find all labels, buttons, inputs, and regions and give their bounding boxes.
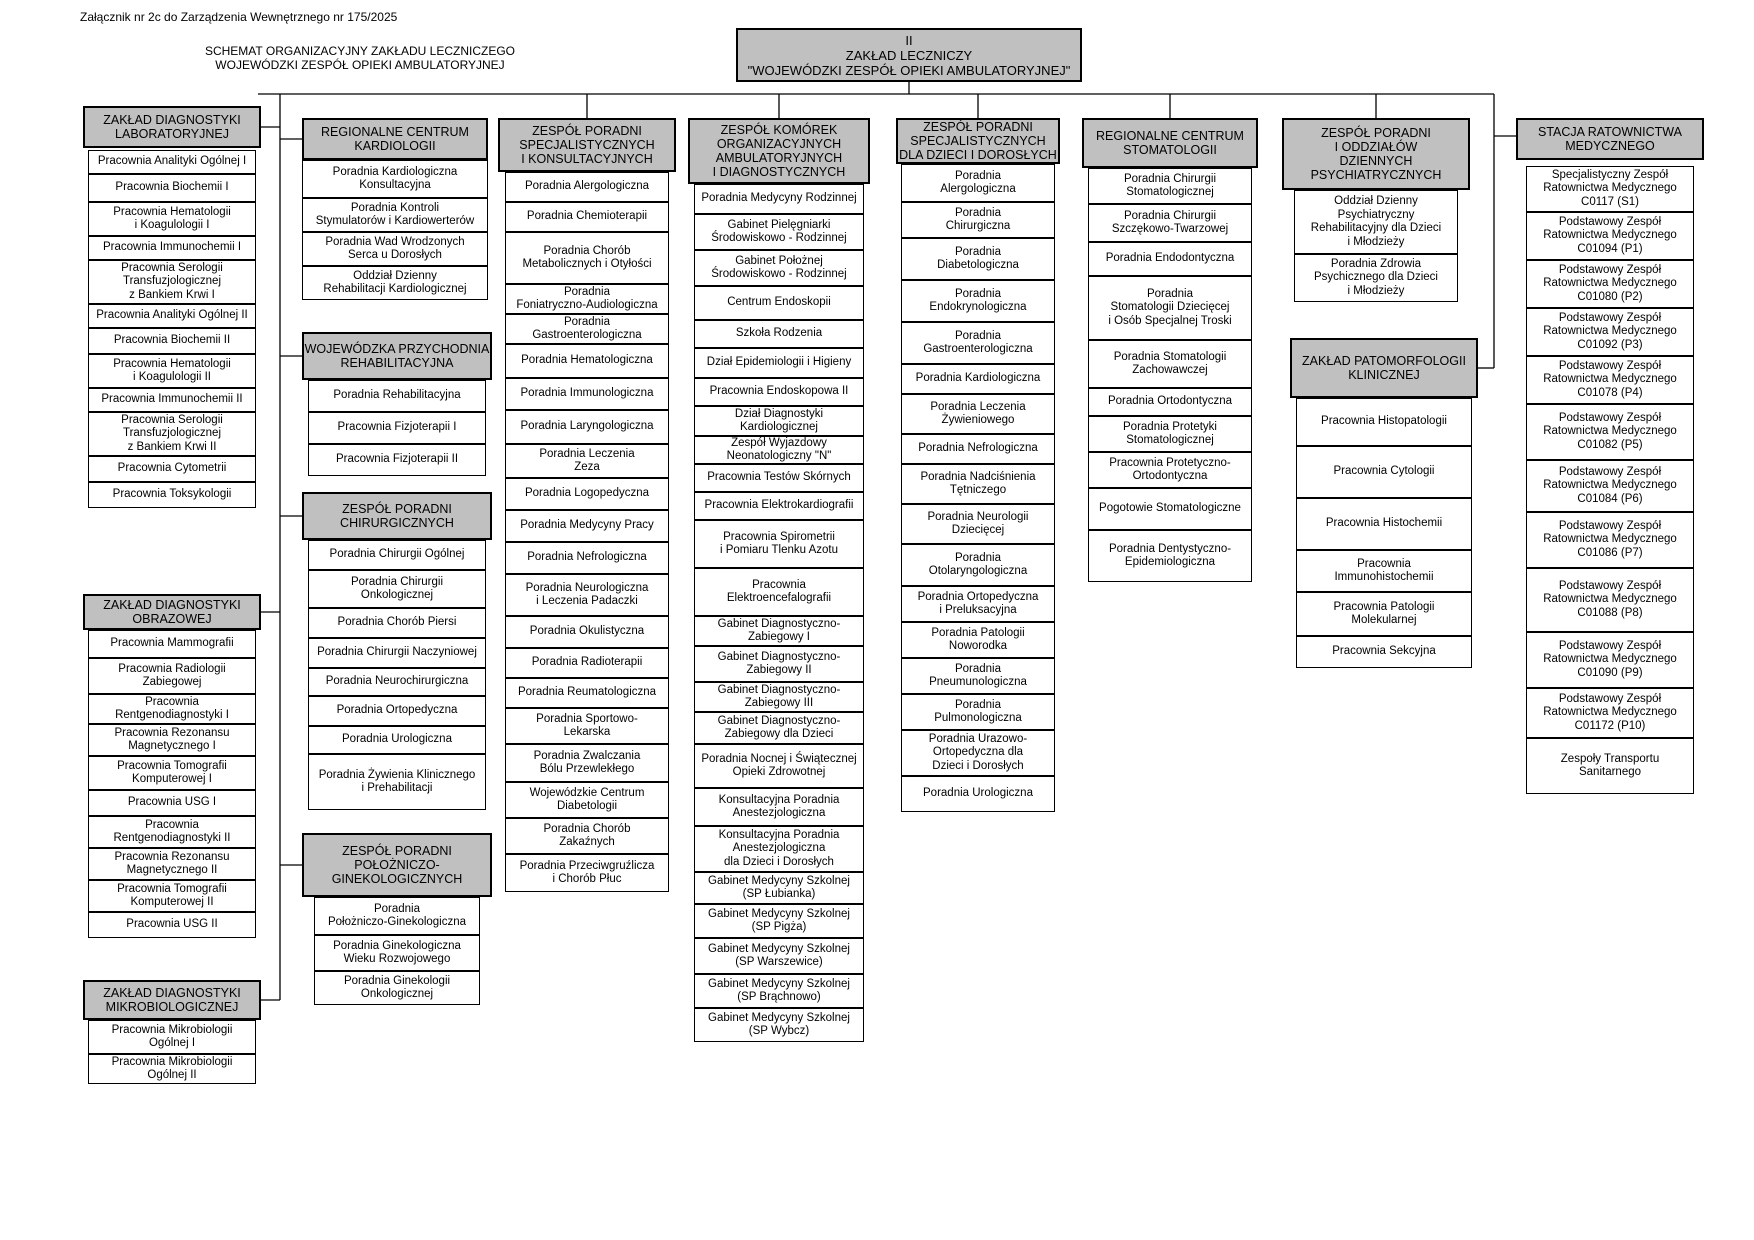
unit-item: Gabinet Medycyny Szkolnej (SP Brąchnowo) (694, 974, 864, 1008)
unit-header-1-0: REGIONALNE CENTRUM KARDIOLOGII (302, 118, 488, 160)
unit-item: Poradnia Chemioterapii (505, 202, 669, 232)
unit-item: Pracownia Elektroencefalografii (694, 568, 864, 616)
unit-item: Poradnia Nefrologiczna (901, 434, 1055, 464)
unit-item: Podstawowy Zespół Ratownictwa Medycznego C01090 (P9) (1526, 632, 1694, 688)
unit-item: Poradnia Laryngologiczna (505, 410, 669, 444)
unit-item: Poradnia Reumatologiczna (505, 678, 669, 708)
unit-item: Pracownia Biochemii II (88, 328, 256, 354)
unit-item: Poradnia Foniatryczno-Audiologiczna (505, 284, 669, 314)
unit-item: Poradnia Zwalczania Bólu Przewlekłego (505, 744, 669, 782)
unit-item: Pracownia Mikrobiologii Ogólnej I (88, 1020, 256, 1054)
unit-item: Poradnia Chirurgiczna (901, 202, 1055, 238)
unit-item: Pracownia USG II (88, 912, 256, 938)
unit-item: Poradnia Hematologiczna (505, 344, 669, 378)
unit-item: Oddział Dzienny Rehabilitacji Kardiologicznej (302, 266, 488, 300)
unit-item: Pracownia Mikrobiologii Ogólnej II (88, 1054, 256, 1084)
unit-item: Pracownia Serologii Transfuzjologicznej z Bankiem Krwi I (88, 260, 256, 304)
unit-item: Pracownia Sekcyjna (1296, 636, 1472, 668)
unit-item: Pracownia Analityki Ogólnej I (88, 150, 256, 174)
unit-item: Gabinet Położnej Środowiskowo - Rodzinnej (694, 250, 864, 286)
unit-item: Pracownia Cytologii (1296, 446, 1472, 498)
annex-label: Załącznik nr 2c do Zarządzenia Wewnętrznego nr 175/2025 (80, 10, 398, 24)
unit-item: Poradnia Neurochirurgiczna (308, 668, 486, 696)
unit-item: Pracownia Toksykologii (88, 482, 256, 508)
unit-item: Pracownia Elektrokardiografii (694, 492, 864, 520)
unit-item: Podstawowy Zespół Ratownictwa Medycznego C01088 (P8) (1526, 568, 1694, 632)
unit-item: Poradnia Nocnej i Świątecznej Opieki Zdrowotnej (694, 744, 864, 788)
unit-item: Specjalistyczny Zespół Ratownictwa Medycznego C0117 (S1) (1526, 166, 1694, 212)
unit-item: Poradnia Nefrologiczna (505, 542, 669, 574)
unit-item: Poradnia Kardiologiczna (901, 364, 1055, 394)
unit-item: Poradnia Endodontyczna (1088, 242, 1252, 276)
unit-item: Poradnia Gastroenterologiczna (505, 314, 669, 344)
unit-item: Poradnia Alergologiczna (505, 172, 669, 202)
unit-item: Poradnia Endokrynologiczna (901, 280, 1055, 322)
unit-item: Poradnia Położniczo-Ginekologiczna (314, 897, 480, 935)
unit-item: Poradnia Alergologiczna (901, 164, 1055, 202)
unit-item: Podstawowy Zespół Ratownictwa Medycznego C01094 (P1) (1526, 212, 1694, 260)
unit-item: Poradnia Wad Wrodzonych Serca u Dorosłych (302, 232, 488, 266)
unit-item: Poradnia Ortopedyczna i Preluksacyjna (901, 586, 1055, 622)
unit-item: Gabinet Medycyny Szkolnej (SP Pigża) (694, 904, 864, 938)
unit-item: Oddział Dzienny Psychiatryczny Rehabilitacyjny dla Dzieci i Młodzieży (1294, 190, 1458, 254)
unit-item: Poradnia Gastroenterologiczna (901, 322, 1055, 364)
unit-header-1-1: WOJEWÓDZKA PRZYCHODNIA REHABILITACYJNA (302, 332, 492, 380)
unit-item: Pogotowie Stomatologiczne (1088, 488, 1252, 530)
unit-item: Poradnia Ortodontyczna (1088, 388, 1252, 416)
root-unit: II ZAKŁAD LECZNICZY "WOJEWÓDZKI ZESPÓŁ OPIEKI AMBULATORYJNEJ" (736, 28, 1082, 82)
unit-item: Podstawowy Zespół Ratownictwa Medycznego C01080 (P2) (1526, 260, 1694, 308)
unit-item: Pracownia Rentgenodiagnostyki I (88, 694, 256, 724)
unit-item: Pracownia Tomografii Komputerowej I (88, 756, 256, 790)
unit-item: Poradnia Leczenia Zeza (505, 444, 669, 478)
unit-item: Pracownia Tomografii Komputerowej II (88, 880, 256, 912)
unit-item: Poradnia Sportowo- Lekarska (505, 708, 669, 744)
unit-item: Gabinet Diagnostyczno- Zabiegowy III (694, 682, 864, 712)
unit-header-0-0: ZAKŁAD DIAGNOSTYKI LABORATORYJNEJ (83, 106, 261, 148)
unit-item: Gabinet Pielęgniarki Środowiskowo - Rodzinnej (694, 214, 864, 250)
unit-item: Poradnia Urologiczna (308, 726, 486, 754)
unit-item: Pracownia Testów Skórnych (694, 464, 864, 492)
unit-item: Podstawowy Zespół Ratownictwa Medycznego C01084 (P6) (1526, 460, 1694, 512)
unit-item: Pracownia Fizjoterapii II (308, 444, 486, 476)
unit-item: Konsultacyjna Poradnia Anestezjologiczna (694, 788, 864, 826)
unit-item: Poradnia Ginekologiczna Wieku Rozwojowego (314, 935, 480, 971)
unit-item: Poradnia Urazowo- Ortopedyczna dla Dzieci i Dorosłych (901, 730, 1055, 776)
unit-item: Podstawowy Zespół Ratownictwa Medycznego C01086 (P7) (1526, 512, 1694, 568)
unit-header-7-0: STACJA RATOWNICTWA MEDYCZNEGO (1516, 118, 1704, 160)
unit-item: Pracownia Hematologii i Koagulologii I (88, 202, 256, 236)
unit-item: Pracownia Analityki Ogólnej II (88, 304, 256, 328)
unit-item: Pracownia Endoskopowa II (694, 378, 864, 406)
unit-item: Poradnia Leczenia Żywieniowego (901, 394, 1055, 434)
unit-item: Poradnia Dentystyczno- Epidemiologiczna (1088, 530, 1252, 582)
unit-item: Poradnia Ortopedyczna (308, 696, 486, 726)
unit-item: Poradnia Chirurgii Stomatologicznej (1088, 168, 1252, 204)
unit-item: Pracownia Radiologii Zabiegowej (88, 658, 256, 694)
unit-item: Poradnia Medycyny Pracy (505, 510, 669, 542)
unit-item: Poradnia Radioterapii (505, 648, 669, 678)
unit-header-0-2: ZAKŁAD DIAGNOSTYKI MIKROBIOLOGICZNEJ (83, 980, 261, 1020)
unit-item: Pracownia Immunochemii II (88, 388, 256, 412)
unit-header-6-0: ZESPÓŁ PORADNI I ODDZIAŁÓW DZIENNYCH PSYCHIATRYCZNYCH (1282, 118, 1470, 190)
unit-item: Poradnia Chorób Metabolicznych i Otyłości (505, 232, 669, 284)
unit-item: Poradnia Nadciśnienia Tętniczego (901, 464, 1055, 504)
unit-item: Pracownia Histochemii (1296, 498, 1472, 550)
unit-item: Podstawowy Zespół Ratownictwa Medycznego C01172 (P10) (1526, 688, 1694, 738)
unit-item: Pracownia Rezonansu Magnetycznego II (88, 848, 256, 880)
unit-item: Pracownia Spirometrii i Pomiaru Tlenku Azotu (694, 520, 864, 568)
unit-item: Poradnia Pneumunologiczna (901, 658, 1055, 694)
unit-item: Pracownia Immunochemii I (88, 236, 256, 260)
unit-item: Pracownia Rentgenodiagnostyki II (88, 816, 256, 848)
document-title: SCHEMAT ORGANIZACYJNY ZAKŁADU LECZNICZEGO WOJEWÓDZKI ZESPÓŁ OPIEKI AMBULATORYJNEJ (204, 44, 516, 72)
unit-item: Poradnia Chirurgii Naczyniowej (308, 638, 486, 668)
unit-item: Zespoły Transportu Sanitarnego (1526, 738, 1694, 794)
unit-header-1-2: ZESPÓŁ PORADNI CHIRURGICZNYCH (302, 492, 492, 540)
unit-item: Poradnia Chirurgii Onkologicznej (308, 570, 486, 608)
unit-item: Dział Diagnostyki Kardiologicznej (694, 406, 864, 436)
unit-item: Poradnia Kontroli Stymulatorów i Kardiowerterów (302, 198, 488, 232)
unit-item: Pracownia Rezonansu Magnetycznego I (88, 724, 256, 756)
unit-item: Pracownia Cytometrii (88, 456, 256, 482)
unit-item: Pracownia Mammografii (88, 630, 256, 658)
unit-item: Poradnia Neurologii Dziecięcej (901, 504, 1055, 544)
unit-item: Gabinet Diagnostyczno- Zabiegowy I (694, 616, 864, 646)
unit-item: Pracownia Biochemii I (88, 174, 256, 202)
unit-item: Poradnia Chorób Zakaźnych (505, 818, 669, 854)
unit-item: Centrum Endoskopii (694, 286, 864, 320)
unit-item: Pracownia USG I (88, 790, 256, 816)
unit-item: Pracownia Protetyczno- Ortodontyczna (1088, 452, 1252, 488)
unit-item: Poradnia Rehabilitacyjna (308, 380, 486, 412)
unit-item: Poradnia Chorób Piersi (308, 608, 486, 638)
unit-item: Poradnia Przeciwgruźlicza i Chorób Płuc (505, 854, 669, 892)
unit-item: Pracownia Patologii Molekularnej (1296, 592, 1472, 636)
unit-header-3-0: ZESPÓŁ KOMÓREK ORGANIZACYJNYCH AMBULATORYJNYCH I DIAGNOSTYCZNYCH (688, 118, 870, 184)
unit-item: Poradnia Urologiczna (901, 776, 1055, 812)
unit-item: Pracownia Serologii Transfuzjologicznej z Bankiem Krwi II (88, 412, 256, 456)
unit-header-1-3: ZESPÓŁ PORADNI POŁOŻNICZO- GINEKOLOGICZNYCH (302, 833, 492, 897)
unit-item: Poradnia Chirurgii Szczękowo-Twarzowej (1088, 204, 1252, 242)
unit-item: Poradnia Diabetologiczna (901, 238, 1055, 280)
unit-item: Gabinet Medycyny Szkolnej (SP Łubianka) (694, 872, 864, 904)
unit-item: Podstawowy Zespół Ratownictwa Medycznego C01082 (P5) (1526, 404, 1694, 460)
unit-item: Gabinet Medycyny Szkolnej (SP Warszewice) (694, 938, 864, 974)
unit-item: Pracownia Immunohistochemii (1296, 550, 1472, 592)
unit-item: Podstawowy Zespół Ratownictwa Medycznego C01078 (P4) (1526, 356, 1694, 404)
unit-item: Pracownia Fizjoterapii I (308, 412, 486, 444)
unit-item: Gabinet Diagnostyczno- Zabiegowy II (694, 646, 864, 682)
unit-item: Szkoła Rodzenia (694, 320, 864, 348)
unit-item: Pracownia Histopatologii (1296, 398, 1472, 446)
unit-item: Podstawowy Zespół Ratownictwa Medycznego C01092 (P3) (1526, 308, 1694, 356)
unit-item: Dział Epidemiologii i Higieny (694, 348, 864, 378)
unit-item: Poradnia Żywienia Klinicznego i Prehabilitacji (308, 754, 486, 810)
unit-item: Poradnia Logopedyczna (505, 478, 669, 510)
unit-header-0-1: ZAKŁAD DIAGNOSTYKI OBRAZOWEJ (83, 594, 261, 630)
unit-item: Gabinet Diagnostyczno- Zabiegowy dla Dzieci (694, 712, 864, 744)
unit-item: Poradnia Stomatologii Dziecięcej i Osób Specjalnej Troski (1088, 276, 1252, 340)
unit-item: Poradnia Zdrowia Psychicznego dla Dzieci i Młodzieży (1294, 254, 1458, 302)
unit-item: Gabinet Medycyny Szkolnej (SP Wybcz) (694, 1008, 864, 1042)
unit-header-6-1: ZAKŁAD PATOMORFOLOGII KLINICZNEJ (1290, 338, 1478, 398)
unit-item: Poradnia Okulistyczna (505, 616, 669, 648)
unit-item: Poradnia Kardiologiczna Konsultacyjna (302, 160, 488, 198)
unit-item: Poradnia Immunologiczna (505, 378, 669, 410)
unit-item: Konsultacyjna Poradnia Anestezjologiczna dla Dzieci i Dorosłych (694, 826, 864, 872)
unit-header-2-0: ZESPÓŁ PORADNI SPECJALISTYCZNYCH I KONSULTACYJNYCH (498, 118, 676, 172)
unit-item: Pracownia Hematologii i Koagulologii II (88, 354, 256, 388)
unit-header-5-0: REGIONALNE CENTRUM STOMATOLOGII (1082, 118, 1258, 168)
unit-item: Poradnia Medycyny Rodzinnej (694, 184, 864, 214)
unit-item: Poradnia Stomatologii Zachowawczej (1088, 340, 1252, 388)
unit-item: Poradnia Pulmonologiczna (901, 694, 1055, 730)
unit-item: Poradnia Neurologiczna i Leczenia Padaczki (505, 574, 669, 616)
unit-header-4-0: ZESPÓŁ PORADNI SPECJALISTYCZNYCH DLA DZIECI I DOROSŁYCH (896, 118, 1060, 164)
unit-item: Zespół Wyjazdowy Neonatologiczny "N" (694, 436, 864, 464)
unit-item: Poradnia Otolaryngologiczna (901, 544, 1055, 586)
unit-item: Poradnia Protetyki Stomatologicznej (1088, 416, 1252, 452)
unit-item: Wojewódzkie Centrum Diabetologii (505, 782, 669, 818)
unit-item: Poradnia Chirurgii Ogólnej (308, 540, 486, 570)
unit-item: Poradnia Ginekologii Onkologicznej (314, 971, 480, 1005)
unit-item: Poradnia Patologii Noworodka (901, 622, 1055, 658)
